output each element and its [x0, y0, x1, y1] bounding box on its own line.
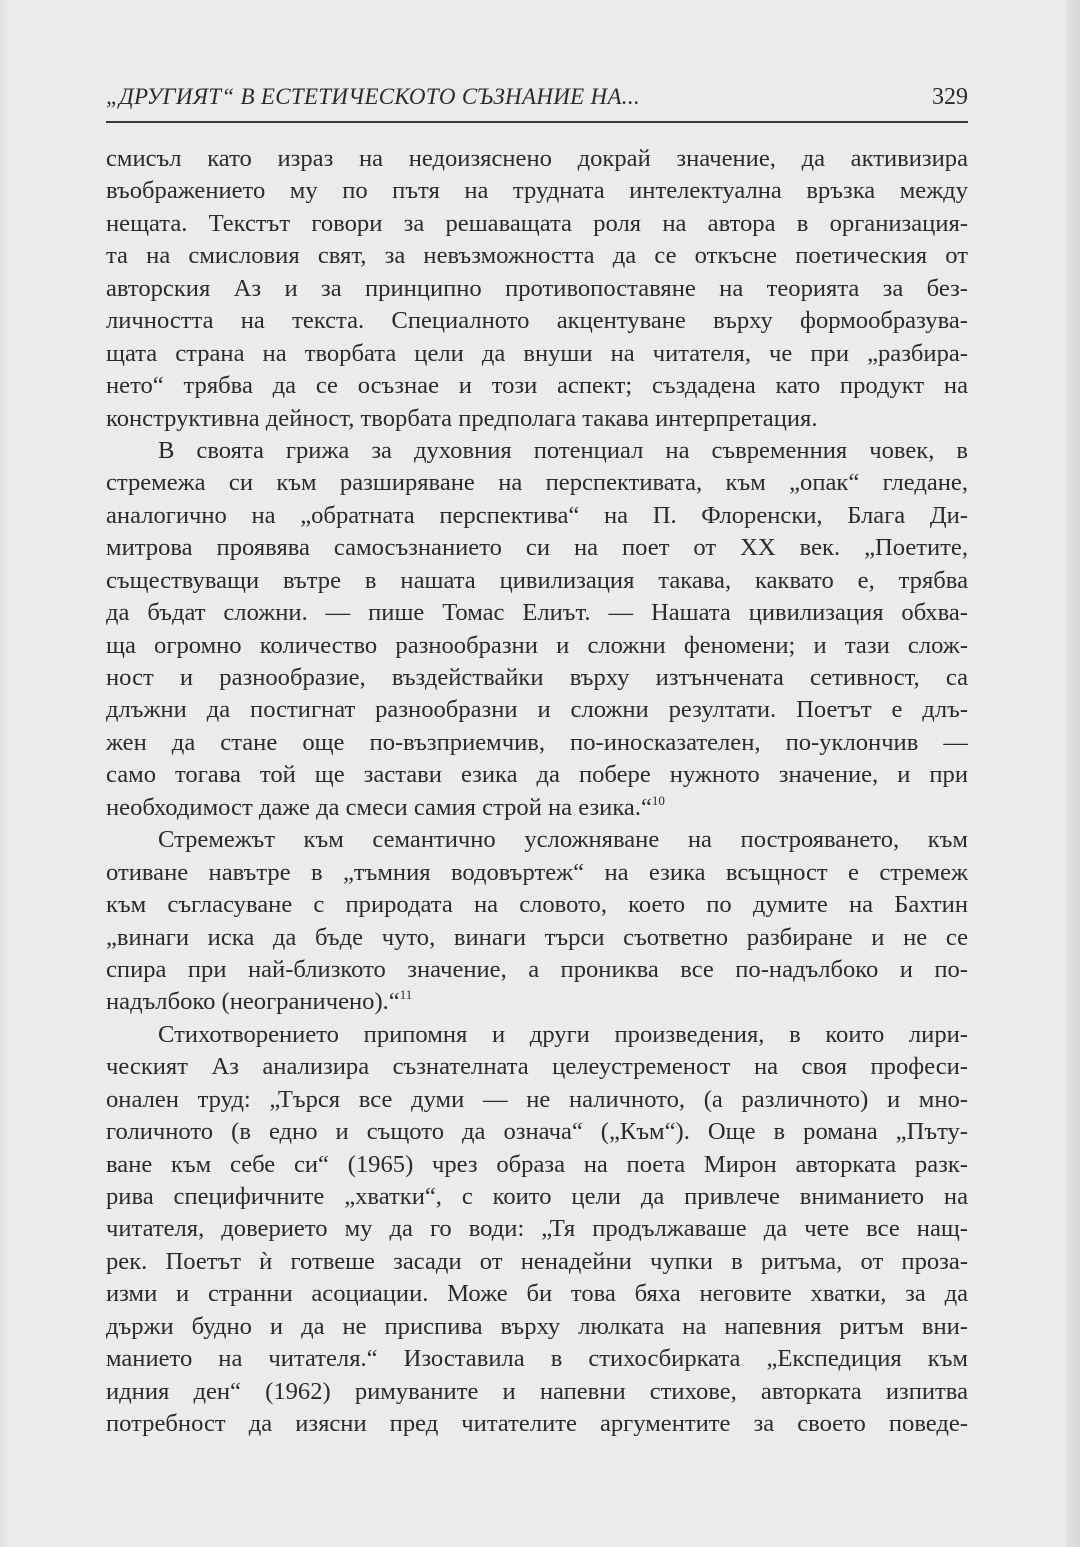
- text-line: изми и странни асоциации. Може би това бяха неговите хватки, за да: [106, 1280, 968, 1308]
- text-line: ване към себе си“ (1965) чрез образа на поета Мирон авторката разк-: [106, 1150, 968, 1178]
- text-line: конструктивна дейност, творбата предполага такава интерпретация.: [106, 404, 818, 432]
- text-line: рек. Поетът ѝ готвеше засади от ненадейни чупки в ритъма, от проза-: [106, 1247, 968, 1275]
- text-line: ческият Аз анализира съзнателната целеустременост на своя професи-: [106, 1053, 968, 1081]
- text-line: стремежа си към разширяване на перспективата, към „опак“ гледане,: [106, 469, 968, 497]
- text-line: смисъл като израз на недоизяснено докрай значение, да активизира: [106, 145, 968, 172]
- text-line: въображението му по пътя на трудната интелектуална връзка между: [106, 177, 968, 205]
- page-edge-left: [0, 0, 10, 1547]
- text-line: читателя, доверието му да го води: „Тя продължаваше да чете все нащ-: [106, 1215, 968, 1243]
- text-line: ща огромно количество разнообразни и сложни феномени; и тази слож-: [106, 631, 968, 659]
- page-header: [106, 84, 968, 120]
- text-line: голичното (в едно и същото да означа“ („Към“). Още в романа „Пъту-: [106, 1118, 968, 1146]
- text-line-with-footnote: [106, 986, 968, 1018]
- text-line: рива специфичните „хватки“, с които цели да привлече вниманието на: [106, 1183, 968, 1210]
- text-line: личността на текста. Специалното акцентуване върху формообразува-: [106, 307, 968, 335]
- text-line: потребност да изясни пред читателите аргументите за своето поведе-: [106, 1410, 968, 1438]
- text-line: щата страна на творбата цели да внуши на читателя, че при „разбира-: [106, 339, 968, 367]
- footnote-ref-11: 11: [399, 987, 413, 1003]
- text-line: аналогично на „обратната перспектива“ на П. Флоренски, Блага Ди-: [106, 501, 968, 529]
- text-line: В своята грижа за духовния потенциал на съвременния човек, в: [158, 436, 968, 464]
- text-line: „винаги иска да бъде чуто, винаги търси съответно разбиране и не се: [106, 923, 968, 951]
- text-line: нето“ трябва да се осъзнае и този аспект; създадена като продукт на: [106, 372, 968, 400]
- text-line: само тогава той ще застави езика да побере нужното значение, и при: [106, 761, 968, 789]
- text-line: манието на читателя.“ Изоставила в стихосбирката „Експедиция към: [106, 1345, 968, 1373]
- text-line: ност и разнообразие, въздействайки върху изтънчената сетивност, са: [106, 664, 968, 691]
- body-text: [106, 143, 968, 1441]
- footnote-ref-10: 10: [651, 792, 665, 808]
- page-edge-right: [1066, 0, 1080, 1547]
- header-rule: [106, 121, 968, 123]
- text-line: митрова проявява самосъзнанието си на поет от XX век. „Поетите,: [106, 534, 968, 562]
- running-head: „ДРУГИЯТ“ В ЕСТЕТИЧЕСКОТО СЪЗНАНИЕ НА...: [106, 84, 640, 109]
- text-line: да бъдат сложни. — пише Томас Елиът. — Нашата цивилизация обхва-: [106, 599, 968, 627]
- text-line: авторския Аз и за принципно противопоставяне на теорията за без-: [106, 274, 968, 302]
- page-number: 329: [932, 84, 968, 110]
- text-line-content: необходимост даже да смеси самия строй на езика.“: [106, 793, 652, 821]
- text-line: нещата. Текстът говори за решаващата роля на автора в организация-: [106, 209, 968, 237]
- text-line-with-footnote: [106, 792, 968, 824]
- text-line: към съгласуване с природата на словото, което по думите на Бахтин: [106, 891, 968, 919]
- text-line: съществуващи вътре в нашата цивилизация такава, каквато е, трябва: [106, 566, 968, 594]
- text-line: длъжни да постигнат разнообразни и сложни резултати. Поетът е длъ-: [106, 696, 968, 724]
- text-line: идния ден“ (1962) римуваните и напевни стихове, авторката изпитва: [106, 1377, 968, 1405]
- text-line: държи будно и да не приспива върху люлката на напевния ритъм вни-: [106, 1312, 968, 1340]
- text-line: онален труд: „Търся все думи — не наличното, (а различното) и мно-: [106, 1085, 968, 1113]
- text-line: та на смисловия свят, за невъзможността да се откъсне поетическия от: [106, 242, 968, 270]
- text-line: жен да стане още по-възприемчив, по-иносказателен, по-уклончив —: [106, 728, 968, 756]
- text-line: спира при най-близкото значение, а прониква все по-надълбоко и по-: [106, 955, 968, 983]
- text-line: Стремежът към семантично усложняване на построяването, към: [158, 826, 968, 854]
- text-line: Стихотворението припомня и други произведения, в които лири-: [158, 1020, 968, 1048]
- text-line-content: надълбоко (неограничено).“: [106, 988, 400, 1016]
- text-line: отиване навътре в „тъмния водовъртеж“ на езика всъщност е стремеж: [106, 858, 968, 886]
